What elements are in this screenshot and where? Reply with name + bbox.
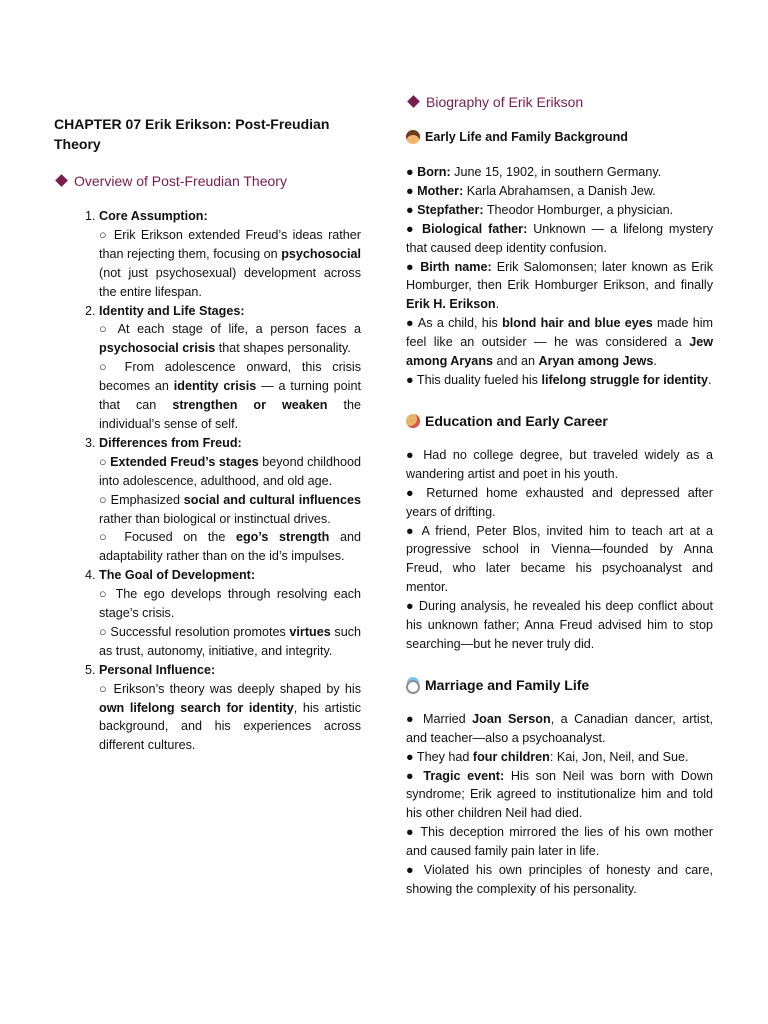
- text-run: ○ From adolescence onward, this crisis becomes an: [99, 360, 361, 394]
- point-detail: [99, 528, 361, 566]
- text-run: ● Returned home exhausted and depressed after years of drifting.: [406, 485, 713, 519]
- right-column: [406, 92, 713, 899]
- bio-bullet: [406, 767, 713, 824]
- overview-point: [99, 566, 361, 661]
- point-title: 5. Personal Influence:: [99, 662, 216, 677]
- bold-text: Birth name:: [420, 259, 492, 274]
- text-run: ○ At each stage of life, a person faces a: [99, 322, 361, 337]
- text-run: ●: [406, 202, 418, 217]
- overview-point: [99, 207, 361, 302]
- text-run: ○ Focused on the: [99, 530, 236, 545]
- child-emoji-icon: [406, 130, 420, 144]
- point-detail: [99, 226, 361, 302]
- text-run: , his artistic background, and his experiences across different cultures.: [99, 700, 361, 753]
- bold-text: Stepfather:: [417, 202, 484, 217]
- bio-bullet: [406, 201, 713, 220]
- bio-bullet: [406, 371, 713, 390]
- text-run: ●: [406, 183, 418, 198]
- text-run: ○ The ego develops through resolving each stage’s crisis.: [99, 587, 361, 621]
- bio-bullet: [406, 861, 713, 899]
- text-run: ● A friend, Peter Blos, invited him to teach art at a progressive school in Vienna—founded by Anna Freud, who later became his psychoanalyst and mentor.: [406, 523, 713, 595]
- overview-point: [99, 302, 361, 434]
- biography-sections: [406, 128, 713, 899]
- point-detail: [99, 585, 361, 623]
- text-run: — a turning point that can: [99, 379, 361, 413]
- point-title: 3. Differences from Freud:: [99, 435, 242, 450]
- bio-bullet: [406, 748, 713, 767]
- bio-bullet: [406, 710, 713, 748]
- bio-bullet: [406, 220, 713, 258]
- text-run: rather than biological or instinctual drives.: [99, 511, 331, 526]
- bio-bullet: [406, 314, 713, 371]
- bold-text: Erik H. Erikson: [406, 297, 496, 312]
- text-run: ● Violated his own principles of honesty and care, showing the complexity of his personality.: [406, 863, 713, 896]
- bold-text: Biological father:: [421, 221, 528, 236]
- overview-points-list: [54, 207, 361, 755]
- text-run: .: [495, 297, 500, 312]
- overview-heading-text: Overview of Post-Freudian Theory: [74, 173, 287, 189]
- text-run: ● Married: [406, 711, 473, 726]
- bold-text: Jew among Aryans: [406, 335, 713, 369]
- bold-text: psychosocial crisis: [99, 341, 216, 356]
- left-column: [54, 114, 361, 755]
- bio-bullet: [406, 484, 713, 522]
- bold-text: ego’s strength: [235, 530, 330, 545]
- text-run: ● This duality fueled his: [406, 372, 542, 387]
- palette-emoji-icon: [406, 414, 420, 428]
- overview-point: [99, 661, 361, 756]
- text-run: ●: [406, 768, 424, 783]
- text-run: .: [653, 354, 657, 369]
- bold-text: social and cultural influences: [183, 492, 361, 507]
- text-run: ● Had no college degree, but traveled widely as a wandering artist and poet in his youth.: [406, 447, 713, 481]
- bio-subheading: [406, 412, 713, 430]
- point-title: 1. Core Assumption:: [99, 209, 208, 223]
- bold-text: psychosocial: [281, 246, 361, 261]
- point-detail: [99, 491, 361, 529]
- bold-text: blond hair and blue eyes: [502, 316, 653, 331]
- bio-subheading: [406, 128, 713, 146]
- point-detail: [99, 623, 361, 661]
- chapter-title: CHAPTER 07 Erik Erikson: Post-Freudian Theory: [54, 116, 330, 152]
- overview-heading: [54, 171, 361, 191]
- bio-subheading-text: Education and Early Career: [425, 412, 608, 429]
- text-run: that shapes personality.: [215, 341, 351, 356]
- text-run: ● As a child, his: [406, 316, 503, 331]
- bio-subheading-text: Early Life and Family Background: [425, 130, 628, 144]
- bold-text: Mother:: [417, 183, 464, 198]
- text-run: ○ Erik Erikson extended Freud’s ideas rather than rejecting them, focusing on: [99, 227, 361, 261]
- diamond-bullet-icon: [407, 95, 420, 108]
- text-run: ○ Successful resolution promotes: [99, 624, 290, 639]
- text-run: ● This deception mirrored the lies of his own mother and caused family pain later in life.: [406, 825, 713, 859]
- point-detail: [99, 358, 361, 434]
- text-run: Unknown — a lifelong mystery that caused deep identity confusion.: [406, 221, 713, 255]
- text-run: the individual’s sense of self.: [99, 398, 361, 431]
- text-run: June 15, 1902, in southern Germany.: [450, 165, 662, 179]
- text-run: (not just psychosexual) development across the entire lifespan.: [99, 265, 361, 299]
- text-run: Erik Salomonsen; later known as Erik Homburger, then Erik Homburger Erikson, and finally: [406, 259, 713, 293]
- bold-text: lifelong struggle for identity: [541, 372, 709, 387]
- biography-heading-text: Biography of Erik Erikson: [426, 94, 584, 110]
- point-detail: [99, 680, 361, 756]
- text-run: and adaptability rather than on the id’s impulses.: [99, 530, 361, 564]
- text-run: made him feel like an outsider — he was considered a: [406, 316, 713, 350]
- text-run: ●: [406, 221, 422, 236]
- bold-text: Joan Serson: [472, 711, 551, 726]
- point-detail: [99, 320, 361, 358]
- text-run: , a Canadian dancer, artist, and teacher—also a psychoanalyst.: [406, 711, 713, 745]
- bio-bullet: [406, 163, 713, 182]
- bio-bullet: [406, 446, 713, 484]
- text-run: Karla Abrahamsen, a Danish Jew.: [463, 183, 656, 198]
- ring-emoji-icon: [406, 680, 420, 694]
- bio-bullet: [406, 258, 713, 315]
- text-run: such as trust, autonomy, initiative, and integrity.: [99, 624, 361, 658]
- bold-text: Tragic event:: [423, 768, 505, 783]
- bio-subheading-text: Marriage and Family Life: [425, 676, 590, 693]
- bio-subheading: [406, 676, 713, 694]
- text-run: His son Neil was born with Down syndrome; Erik agreed to institutionalize him and told his other children Neil had died.: [406, 768, 713, 821]
- bio-bullet: [406, 182, 713, 201]
- bold-text: four children: [472, 749, 550, 764]
- text-run: ○ Emphasized: [99, 492, 184, 507]
- point-detail: [99, 453, 361, 491]
- point-title: 2. Identity and Life Stages:: [99, 303, 245, 318]
- text-run: ● They had: [406, 749, 473, 764]
- bio-bullet: [406, 522, 713, 598]
- overview-point: [99, 434, 361, 566]
- biography-heading: [406, 92, 713, 112]
- bio-bullet: [406, 597, 713, 654]
- text-run: ○: [99, 454, 111, 469]
- text-run: ● During analysis, he revealed his deep conflict about his unknown father; Anna Freud advised him to stop searching—but he never truly did.: [406, 599, 713, 651]
- bold-text: Aryan among Jews: [538, 354, 654, 369]
- text-run: ●: [406, 165, 418, 179]
- text-run: : Kai, Jon, Neil, and Sue.: [549, 749, 689, 764]
- bold-text: virtues: [289, 624, 331, 639]
- text-run: and an: [493, 354, 539, 369]
- bio-bullet: [406, 823, 713, 861]
- text-run: ○ Erikson’s theory was deeply shaped by his: [99, 681, 361, 696]
- bold-text: identity crisis: [173, 379, 257, 394]
- text-run: beyond childhood into adolescence, adulthood, and old age.: [99, 454, 361, 488]
- text-run: ●: [406, 259, 421, 274]
- text-run: Theodor Homburger, a physician.: [483, 202, 674, 217]
- diamond-bullet-icon: [55, 174, 68, 187]
- bold-text: Extended Freud’s stages: [110, 454, 259, 469]
- bold-text: strengthen or weaken: [172, 398, 328, 413]
- bold-text: Born:: [417, 165, 451, 179]
- point-title: 4. The Goal of Development:: [99, 568, 256, 583]
- text-run: .: [708, 372, 712, 387]
- bold-text: own lifelong search for identity: [99, 700, 294, 715]
